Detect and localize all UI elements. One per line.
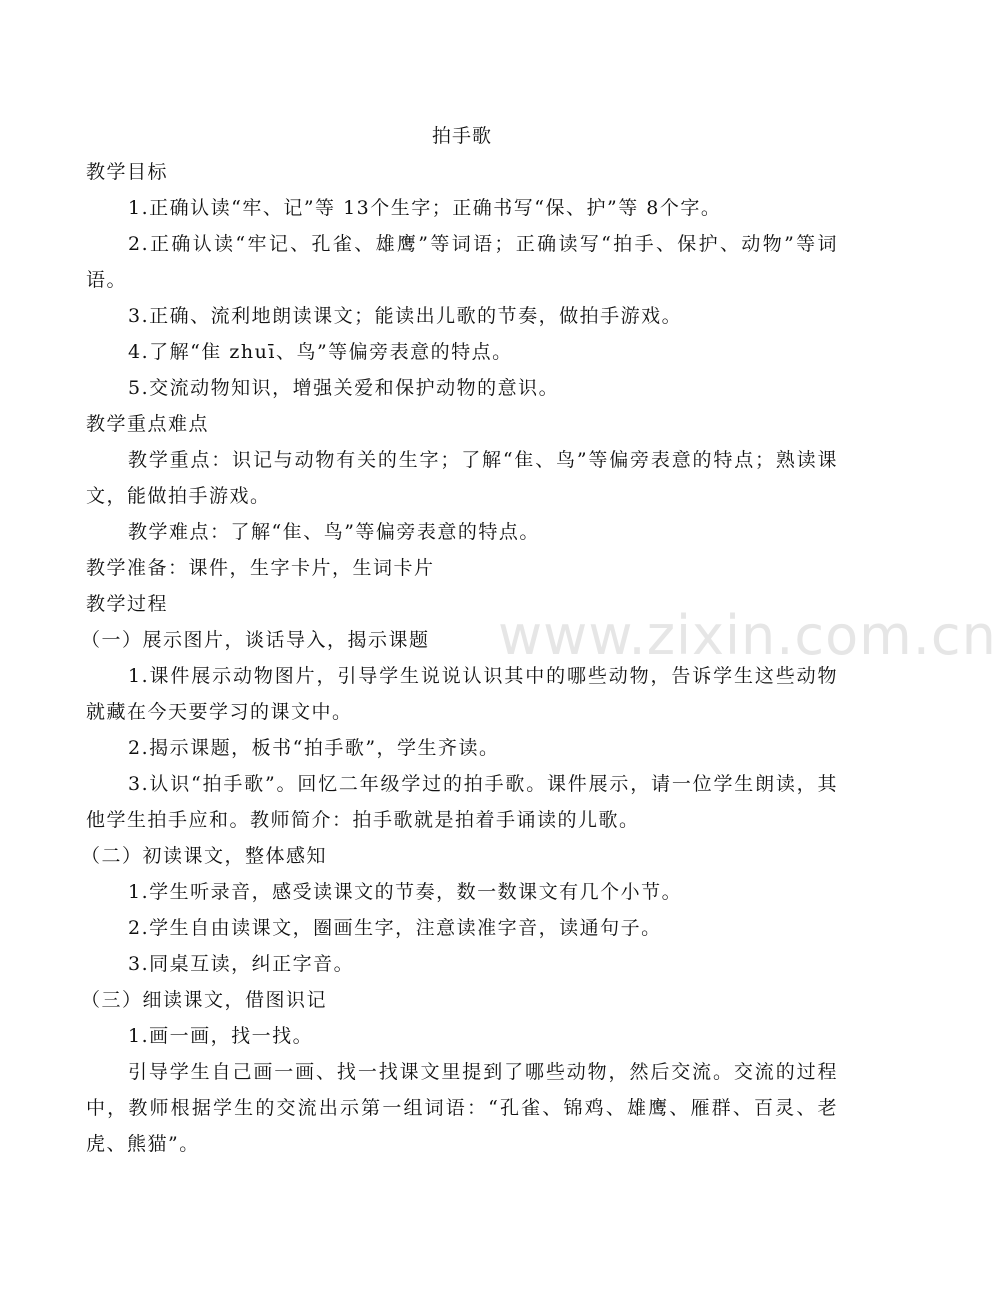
section-heading: 教学准备：课件，生字卡片，生词卡片 [86, 557, 435, 579]
paragraph: 3.同桌互读，纠正字音。 [128, 953, 355, 975]
subsection-heading: （一）展示图片，谈话导入，揭示课题 [81, 629, 430, 651]
section-heading: 教学目标 [86, 161, 169, 183]
subsection-heading: （三）细读课文，借图识记 [81, 989, 328, 1011]
section-heading: 教学重点难点 [86, 413, 210, 435]
paragraph: 5.交流动物知识，增强关爱和保护动物的意识。 [128, 377, 560, 399]
paragraph: 1.学生听录音，感受读课文的节奏，数一数课文有几个小节。 [128, 881, 683, 903]
paragraph: 1.画一画，找一找。 [128, 1025, 314, 1047]
document-title: 拍手歌 [431, 125, 492, 147]
section-heading: 教学过程 [86, 593, 169, 615]
subsection-heading: （二）初读课文，整体感知 [81, 845, 328, 867]
paragraph: 1.正确认读“牢、记”等 13个生字；正确书写“保、护”等 8个字。 [128, 197, 722, 219]
paragraph: 3.正确、流利地朗读课文；能读出儿歌的节奏，做拍手游戏。 [128, 305, 683, 327]
paragraph: 2.揭示课题，板书“拍手歌”，学生齐读。 [128, 737, 500, 759]
document-page [81, 118, 838, 1162]
paragraph: 2.学生自由读课文，圈画生字，注意读准字音，读通句子。 [128, 917, 662, 939]
paragraph: 1.课件展示动物图片，引导学生说说认识其中的哪些动物，告诉学生这些动物就藏在今天要学习的课文中。 [86, 665, 838, 723]
document-body [81, 154, 838, 1162]
paragraph: 4.了解“隹 zhuī、鸟”等偏旁表意的特点。 [128, 341, 513, 363]
paragraph: 3.认识“拍手歌”。回忆二年级学过的拍手歌。课件展示，请一位学生朗读，其他学生拍手应和。教师简介：拍手歌就是拍着手诵读的儿歌。 [86, 773, 838, 831]
paragraph: 教学重点：识记与动物有关的生字；了解“隹、鸟”等偏旁表意的特点；熟读课文，能做拍手游戏。 [86, 449, 838, 507]
paragraph: 教学难点：了解“隹、鸟”等偏旁表意的特点。 [128, 521, 540, 543]
watermark: www.zixin.com.cn [498, 604, 997, 667]
paragraph: 引导学生自己画一画、找一找课文里提到了哪些动物，然后交流。交流的过程中，教师根据学生的交流出示第一组词语：“孔雀、锦鸡、雄鹰、雁群、百灵、老虎、熊猫”。 [86, 1061, 838, 1155]
paragraph: 2.正确认读“牢记、孔雀、雄鹰”等词语；正确读写“拍手、保护、动物”等词语。 [86, 233, 838, 291]
